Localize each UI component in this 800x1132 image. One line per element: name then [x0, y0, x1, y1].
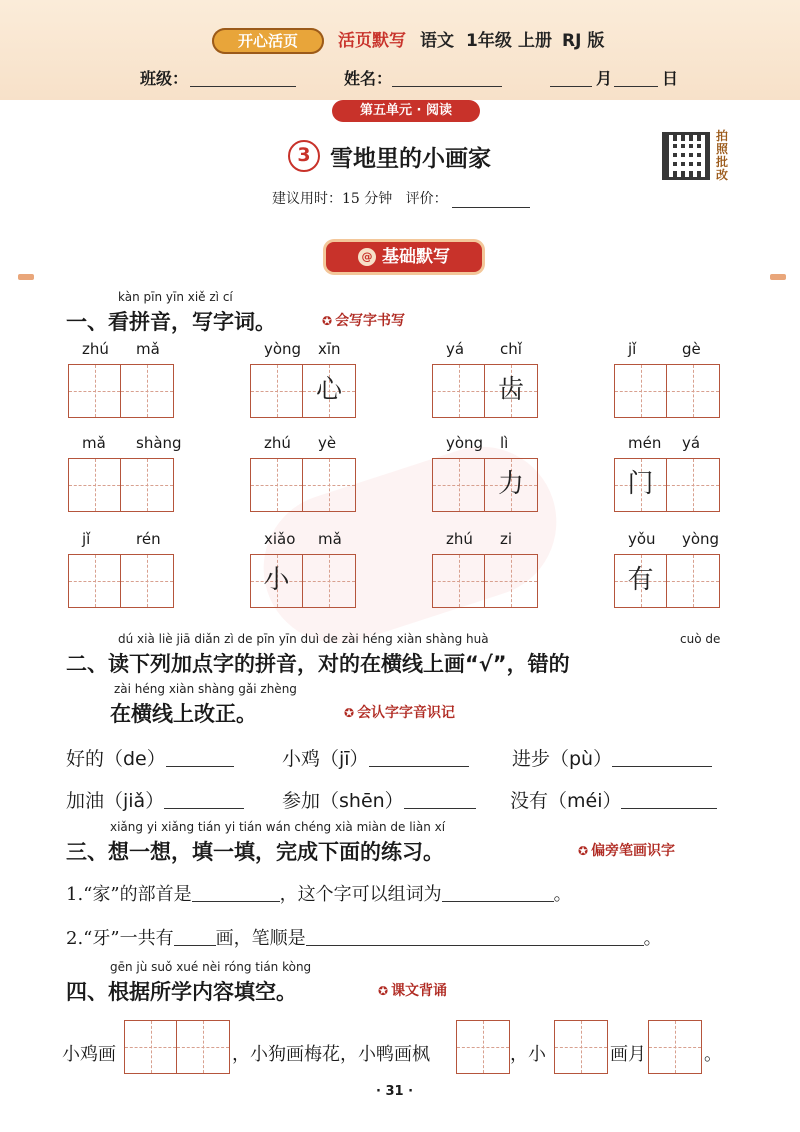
right-margin-mark [770, 274, 786, 280]
q4-title: 四、根据所学内容填空。 [66, 980, 297, 1004]
q2-pinyin-1: dú xià liè jiā diǎn zì de pīn yīn duì de zài héng xiàn shàng huà [118, 632, 489, 646]
series-name: 活页默写 [338, 31, 406, 51]
writing-boxes [68, 554, 174, 608]
section-title-text: 基础默写 [382, 247, 450, 267]
writing-box[interactable] [615, 555, 667, 607]
q4-boxes-4 [648, 1020, 702, 1074]
writing-box[interactable] [667, 365, 719, 417]
answer-line[interactable] [306, 930, 644, 946]
page-number: · 31 · [376, 1084, 414, 1099]
writing-box[interactable] [485, 459, 537, 511]
pinyin-label: yòng [446, 434, 484, 452]
edition: RJ 版 [562, 31, 605, 51]
pinyin-label: mǎ [136, 340, 160, 358]
q3-text: 2.“牙”一共有 [66, 928, 174, 949]
section-title [326, 242, 482, 272]
answer-line[interactable] [369, 749, 469, 767]
writing-boxes [250, 364, 356, 418]
q2-item [512, 744, 712, 771]
q2-item-text: 小鸡（jī） [282, 748, 369, 770]
given-character: 门 [627, 469, 654, 499]
answer-line[interactable] [404, 791, 476, 809]
q2-pinyin-2: zài héng xiàn shàng gǎi zhèng [114, 682, 297, 696]
pinyin-label: zi [500, 530, 513, 548]
answer-line[interactable] [174, 930, 216, 946]
q2-item-text: 没有（méi） [510, 790, 622, 812]
pinyin-label: yè [318, 434, 337, 452]
time-row [272, 188, 530, 208]
q1-skill-text: 会写字书写 [335, 313, 406, 329]
given-character: 小 [263, 565, 290, 595]
pinyin-label: xiǎo [264, 530, 296, 548]
brand-logo: 开心活页 [212, 28, 324, 54]
pinyin-label: yòng [264, 340, 302, 358]
day-field[interactable] [614, 86, 658, 87]
grade: 1年级 [466, 31, 512, 51]
star-icon: ✪ [378, 984, 389, 998]
given-character: 有 [627, 565, 654, 595]
q3-line-1 [66, 880, 572, 906]
pinyin-label: xīn [318, 340, 341, 358]
q4-skill-tag [378, 980, 447, 1000]
pinyin-label: shàng [136, 434, 182, 452]
writing-box[interactable] [555, 1021, 607, 1073]
writing-box[interactable] [457, 1021, 509, 1073]
q4-seg-2: ，小狗画梅花，小鸭画枫 [232, 1044, 430, 1065]
q2-item [510, 786, 717, 813]
writing-box[interactable] [251, 459, 303, 511]
q3-title: 三、想一想，填一填，完成下面的练习。 [66, 840, 444, 864]
q2-skill-text: 会认字字音识记 [357, 705, 456, 721]
q1-title: 一、看拼音，写字词。 [66, 310, 276, 334]
pinyin-label: zhú [82, 340, 109, 358]
writing-box[interactable] [177, 1021, 229, 1073]
pinyin-label: mǎ [82, 434, 106, 452]
pinyin-label: jǐ [628, 340, 637, 358]
pinyin-label: yǒu [628, 530, 656, 548]
month-field[interactable] [550, 86, 592, 87]
writing-boxes [68, 364, 174, 418]
q2-item [66, 786, 244, 813]
writing-box[interactable] [667, 459, 719, 511]
q4-seg-1: 小鸡画 [62, 1044, 116, 1065]
given-character: 力 [497, 469, 524, 499]
pinyin-label: mén [628, 434, 662, 452]
pinyin-label: chǐ [500, 340, 522, 358]
pinyin-label: yá [682, 434, 701, 452]
writing-box[interactable] [615, 365, 667, 417]
pinyin-label: mǎ [318, 530, 342, 548]
writing-box[interactable] [251, 365, 303, 417]
answer-line[interactable] [442, 886, 554, 902]
qr-code-icon[interactable] [662, 132, 710, 180]
writing-box[interactable] [485, 365, 537, 417]
writing-boxes [68, 458, 174, 512]
pinyin-label: gè [682, 340, 701, 358]
pinyin-label: jǐ [82, 530, 91, 548]
writing-box[interactable] [615, 459, 667, 511]
unit-tag: 第五单元 · 阅读 [332, 100, 480, 122]
writing-box[interactable] [303, 555, 355, 607]
writing-box[interactable] [433, 365, 485, 417]
q4-boxes-1 [124, 1020, 230, 1074]
writing-box[interactable] [303, 459, 355, 511]
q1-pinyin: kàn pīn yīn xiě zì cí [118, 290, 233, 304]
writing-box[interactable] [433, 555, 485, 607]
writing-boxes [250, 458, 356, 512]
class-label: 班级： [140, 69, 189, 88]
writing-boxes [614, 458, 720, 512]
q2-item-text: 好的（de） [66, 748, 166, 770]
q4-seg-5: 。 [704, 1044, 722, 1065]
q2-item-text: 参加（shēn） [282, 790, 404, 812]
q2-item [66, 744, 234, 771]
writing-boxes [250, 554, 356, 608]
left-margin-mark [18, 274, 34, 280]
q3-text: 。 [553, 884, 572, 905]
pinyin-label: zhú [446, 530, 473, 548]
writing-box[interactable] [121, 555, 173, 607]
star-icon: ✪ [322, 314, 333, 328]
q4-pinyin: gēn jù suǒ xué nèi róng tián kòng [110, 960, 312, 974]
q2-item [282, 744, 469, 771]
answer-line[interactable] [164, 791, 244, 809]
pinyin-label: yá [446, 340, 465, 358]
qr-side-text: 拍照批改 [716, 129, 729, 182]
name-label: 姓名： [344, 69, 393, 88]
q3-line-2 [66, 924, 662, 950]
star-icon: ✪ [578, 844, 589, 858]
q4-seg-3: ，小 [510, 1044, 546, 1065]
volume: 上册 [518, 31, 552, 51]
answer-line[interactable] [166, 749, 234, 767]
writing-boxes [614, 554, 720, 608]
writing-boxes [432, 364, 538, 418]
given-character: 心 [315, 375, 342, 405]
eval-label: 评价： [405, 191, 448, 207]
pinyin-label: yòng [682, 530, 720, 548]
writing-box[interactable] [69, 555, 121, 607]
writing-boxes [432, 458, 538, 512]
q3-text: 画，笔顺是 [215, 928, 306, 949]
writing-box[interactable] [69, 459, 121, 511]
q2-item [282, 786, 476, 813]
month-label: 月 [596, 69, 613, 88]
writing-boxes [432, 554, 538, 608]
q3-text: 。 [643, 928, 662, 949]
subject: 语文 [420, 31, 454, 51]
pinyin-label: rén [136, 530, 161, 548]
pinyin-label: zhú [264, 434, 291, 452]
writing-box[interactable] [485, 555, 537, 607]
q4-boxes-2 [456, 1020, 510, 1074]
writing-box[interactable] [125, 1021, 177, 1073]
lesson-title: 雪地里的小画家 [330, 145, 491, 172]
q4-boxes-3 [554, 1020, 608, 1074]
q3-pinyin: xiǎng yi xiǎng tián yi tián wán chéng xià miàn de liàn xí [110, 820, 446, 834]
at-icon: @ [358, 248, 376, 266]
q2-title-1: 二、读下列加点字的拼音，对的在横线上画“√”，错的 [66, 652, 570, 676]
given-character: 齿 [497, 375, 524, 405]
q3-text: ，这个字可以组词为 [279, 884, 442, 905]
writing-box[interactable] [433, 459, 485, 511]
writing-box[interactable] [251, 555, 303, 607]
student-info-row [0, 66, 800, 92]
pinyin-label: lì [500, 434, 509, 452]
writing-box[interactable] [69, 365, 121, 417]
star-icon: ✪ [344, 706, 355, 720]
q2-skill-tag [344, 702, 455, 722]
q1-skill-tag [322, 310, 405, 330]
eval-field[interactable] [452, 194, 530, 208]
writing-box[interactable] [667, 555, 719, 607]
q2-title-2: 在横线上改正。 [110, 702, 257, 726]
day-label: 日 [662, 69, 679, 88]
answer-line[interactable] [612, 749, 712, 767]
writing-box[interactable] [121, 365, 173, 417]
lesson-number: 3 [288, 140, 320, 172]
q2-item-text: 进步（pù） [512, 748, 613, 770]
q4-skill-text: 课文背诵 [391, 983, 448, 999]
q3-skill-text: 偏旁笔画识字 [591, 843, 676, 859]
q3-skill-tag [578, 840, 675, 860]
writing-box[interactable] [121, 459, 173, 511]
name-field[interactable] [392, 86, 502, 87]
q3-text: 1.“家”的部首是 [66, 884, 192, 905]
writing-boxes [614, 364, 720, 418]
answer-line[interactable] [621, 791, 717, 809]
q2-item-text: 加油（jiǎ） [66, 790, 165, 812]
q2-pinyin-1b: cuò de [680, 632, 721, 646]
suggested-time: 建议用时：15 分钟 [272, 191, 393, 207]
answer-line[interactable] [192, 886, 280, 902]
writing-box[interactable] [649, 1021, 701, 1073]
writing-box[interactable] [303, 365, 355, 417]
lesson-heading [288, 138, 491, 174]
q4-seg-4: 画月 [610, 1044, 646, 1065]
class-field[interactable] [190, 86, 296, 87]
